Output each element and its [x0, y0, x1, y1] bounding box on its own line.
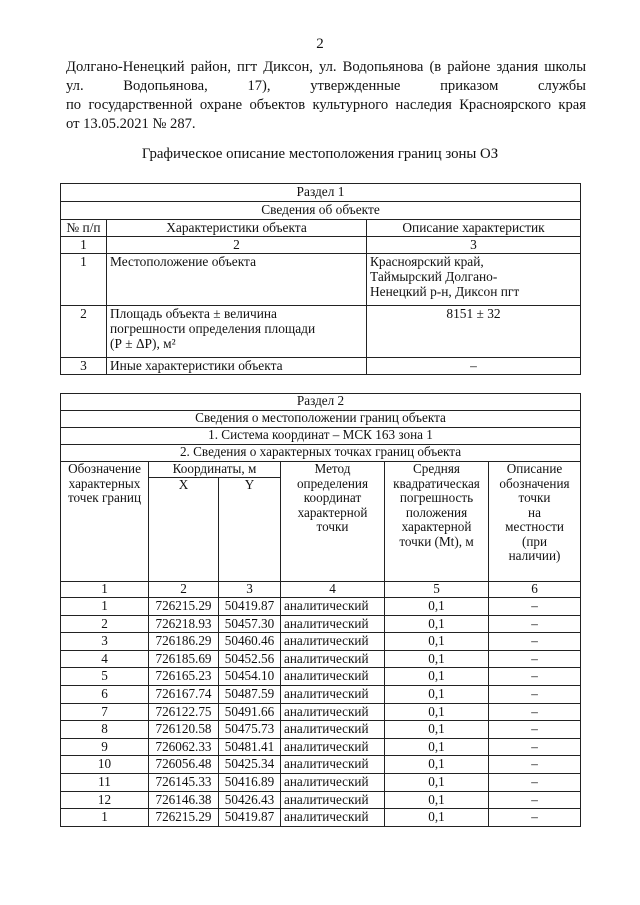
- header-line: Обозначение: [68, 461, 141, 476]
- table-row: [61, 598, 581, 616]
- col-number: 4: [281, 582, 385, 598]
- point-error: 0,1: [385, 668, 489, 686]
- point-y: 50475.73: [219, 721, 281, 739]
- point-x: 726165.23: [149, 668, 219, 686]
- point-y: 50454.10: [219, 668, 281, 686]
- characteristic-line: (Р ± ΔР), м²: [110, 336, 176, 351]
- point-error: 0,1: [385, 721, 489, 739]
- row-number: 3: [61, 358, 107, 375]
- point-description: –: [489, 738, 581, 756]
- row-description: 8151 ± 32: [367, 306, 581, 358]
- boundary-points-table: [60, 393, 581, 827]
- point-method: аналитический: [281, 756, 385, 774]
- point-error: 0,1: [385, 809, 489, 827]
- point-x: 726185.69: [149, 650, 219, 668]
- point-method: аналитический: [281, 791, 385, 809]
- header-line: (при: [521, 533, 548, 549]
- header-line: координат: [303, 490, 362, 505]
- header-y: Y: [219, 478, 281, 582]
- header-line: характерной: [297, 504, 368, 520]
- point-description: –: [489, 598, 581, 616]
- row-number: 1: [61, 254, 107, 306]
- point-error: 0,1: [385, 773, 489, 791]
- header-line: точки: [316, 519, 349, 534]
- point-designation: 8: [61, 721, 149, 739]
- header-line: характерной: [401, 519, 472, 534]
- point-designation: 12: [61, 791, 149, 809]
- point-method: аналитический: [281, 809, 385, 827]
- table-row: [61, 756, 581, 774]
- point-y: 50419.87: [219, 598, 281, 616]
- row-characteristic: Местоположение объекта: [107, 254, 367, 306]
- table-row: [61, 668, 581, 686]
- point-y: 50491.66: [219, 703, 281, 721]
- object-info-table: [60, 183, 581, 375]
- point-error: 0,1: [385, 633, 489, 651]
- header-error: [385, 462, 489, 582]
- col-number: 2: [107, 237, 367, 254]
- point-designation: 4: [61, 650, 149, 668]
- point-y: 50481.41: [219, 738, 281, 756]
- row-characteristic: [107, 306, 367, 358]
- description-line: Красноярский край,: [370, 254, 484, 269]
- point-error: 0,1: [385, 650, 489, 668]
- header-line: точки: [518, 490, 551, 505]
- point-y: 50457.30: [219, 615, 281, 633]
- point-y: 50426.43: [219, 791, 281, 809]
- point-description: –: [489, 773, 581, 791]
- description-line: Таймырский Долгано-: [370, 269, 498, 284]
- point-description: –: [489, 703, 581, 721]
- header-line: точки (Mt), м: [399, 533, 474, 549]
- document-heading: Графическое описание местоположения границ зоны ОЗ: [141, 146, 499, 162]
- col-header-number: № п/п: [61, 220, 107, 237]
- point-designation: 6: [61, 685, 149, 703]
- page-number: 2: [316, 36, 324, 52]
- point-designation: 3: [61, 633, 149, 651]
- table-row: [61, 358, 581, 375]
- row-number: 2: [61, 306, 107, 358]
- point-method: аналитический: [281, 615, 385, 633]
- col-number: 5: [385, 582, 489, 598]
- header-line: точек границ: [67, 490, 142, 505]
- characteristic-line: Площадь объекта ± величина: [110, 306, 277, 321]
- point-y: 50425.34: [219, 756, 281, 774]
- section1-subtitle: Сведения об объекте: [61, 202, 581, 220]
- point-description: –: [489, 756, 581, 774]
- point-error: 0,1: [385, 598, 489, 616]
- table-row: [61, 650, 581, 668]
- section2-subtitle: Сведения о местоположении границ объекта: [61, 411, 581, 428]
- row-description: [367, 254, 581, 306]
- header-line: определения: [296, 475, 369, 491]
- table-row: [61, 254, 581, 306]
- points-title: 2. Сведения о характерных точках границ объекта: [61, 445, 581, 462]
- point-x: 726146.38: [149, 791, 219, 809]
- intro-line: от 13.05.2021 № 287.: [66, 116, 196, 132]
- point-y: 50460.46: [219, 633, 281, 651]
- table-row: [61, 685, 581, 703]
- col-number: 1: [61, 237, 107, 254]
- point-description: –: [489, 650, 581, 668]
- point-y: 50416.89: [219, 773, 281, 791]
- point-method: аналитический: [281, 738, 385, 756]
- header-line: положения: [405, 504, 468, 520]
- points-body: [61, 598, 581, 827]
- point-method: аналитический: [281, 633, 385, 651]
- point-x: 726120.58: [149, 721, 219, 739]
- header-line: погрешность: [399, 490, 474, 505]
- header-line: Описание: [506, 461, 563, 476]
- table-row: [61, 721, 581, 739]
- point-description: –: [489, 809, 581, 827]
- point-error: 0,1: [385, 615, 489, 633]
- point-method: аналитический: [281, 598, 385, 616]
- point-designation: 11: [61, 773, 149, 791]
- point-error: 0,1: [385, 756, 489, 774]
- point-method: аналитический: [281, 685, 385, 703]
- header-line: обозначения: [499, 475, 570, 491]
- point-method: аналитический: [281, 668, 385, 686]
- header-coordinates: Координаты, м: [149, 462, 281, 478]
- point-method: аналитический: [281, 721, 385, 739]
- point-error: 0,1: [385, 703, 489, 721]
- header-point-description: [489, 462, 581, 582]
- col-number: 3: [367, 237, 581, 254]
- header-x: X: [149, 478, 219, 582]
- table-row: [61, 703, 581, 721]
- characteristic-line: погрешности определения площади: [110, 321, 316, 336]
- header-line: квадратическая: [393, 475, 480, 491]
- header-line: наличии): [508, 548, 561, 563]
- point-x: 726145.33: [149, 773, 219, 791]
- section2-title: Раздел 2: [61, 394, 581, 411]
- point-x: 726218.93: [149, 615, 219, 633]
- table-row: [61, 633, 581, 651]
- intro-paragraph: [66, 58, 586, 134]
- row-description: –: [367, 358, 581, 375]
- table-row: [61, 615, 581, 633]
- coordinate-system: 1. Система координат – МСК 163 зона 1: [61, 428, 581, 445]
- point-y: 50452.56: [219, 650, 281, 668]
- point-designation: 1: [61, 809, 149, 827]
- point-description: –: [489, 615, 581, 633]
- table-row: [61, 773, 581, 791]
- header-line: на: [528, 504, 541, 520]
- intro-line: Долгано-Ненецкий район, пгт Диксон, ул. Водопьянова (в районе здания школы: [66, 59, 586, 75]
- point-designation: 1: [61, 598, 149, 616]
- point-method: аналитический: [281, 773, 385, 791]
- section1-title: Раздел 1: [61, 184, 581, 202]
- col-header-description: Описание характеристик: [367, 220, 581, 237]
- point-x: 726062.33: [149, 738, 219, 756]
- point-designation: 7: [61, 703, 149, 721]
- point-x: 726122.75: [149, 703, 219, 721]
- intro-line: ул. Водопьянова, 17), утвержденные приказом службы: [66, 78, 586, 94]
- row-characteristic: Иные характеристики объекта: [107, 358, 367, 375]
- point-description: –: [489, 668, 581, 686]
- point-designation: 9: [61, 738, 149, 756]
- col-number: 6: [489, 582, 581, 598]
- header-line: Метод: [314, 461, 351, 476]
- col-number: 3: [219, 582, 281, 598]
- table-row: [61, 306, 581, 358]
- point-designation: 5: [61, 668, 149, 686]
- description-line: Ненецкий р-н, Диксон пгт: [370, 284, 520, 299]
- intro-line: по государственной охране объектов культурного наследия Красноярского края: [66, 97, 586, 113]
- point-error: 0,1: [385, 685, 489, 703]
- point-description: –: [489, 721, 581, 739]
- point-x: 726215.29: [149, 598, 219, 616]
- point-designation: 10: [61, 756, 149, 774]
- col-number: 2: [149, 582, 219, 598]
- point-description: –: [489, 791, 581, 809]
- point-y: 50487.59: [219, 685, 281, 703]
- table-row: [61, 809, 581, 827]
- point-method: аналитический: [281, 650, 385, 668]
- col-number: 1: [61, 582, 149, 598]
- point-x: 726167.74: [149, 685, 219, 703]
- point-designation: 2: [61, 615, 149, 633]
- table-row: [61, 791, 581, 809]
- header-line: местности: [505, 519, 564, 534]
- point-description: –: [489, 685, 581, 703]
- header-line: Средняя: [413, 461, 460, 476]
- table-row: [61, 738, 581, 756]
- point-y: 50419.87: [219, 809, 281, 827]
- point-error: 0,1: [385, 791, 489, 809]
- point-error: 0,1: [385, 738, 489, 756]
- header-designation: [61, 462, 149, 582]
- header-method: [281, 462, 385, 582]
- header-line: характерных: [68, 475, 141, 491]
- point-x: 726215.29: [149, 809, 219, 827]
- point-description: –: [489, 633, 581, 651]
- point-x: 726186.29: [149, 633, 219, 651]
- point-x: 726056.48: [149, 756, 219, 774]
- col-header-characteristics: Характеристики объекта: [107, 220, 367, 237]
- point-method: аналитический: [281, 703, 385, 721]
